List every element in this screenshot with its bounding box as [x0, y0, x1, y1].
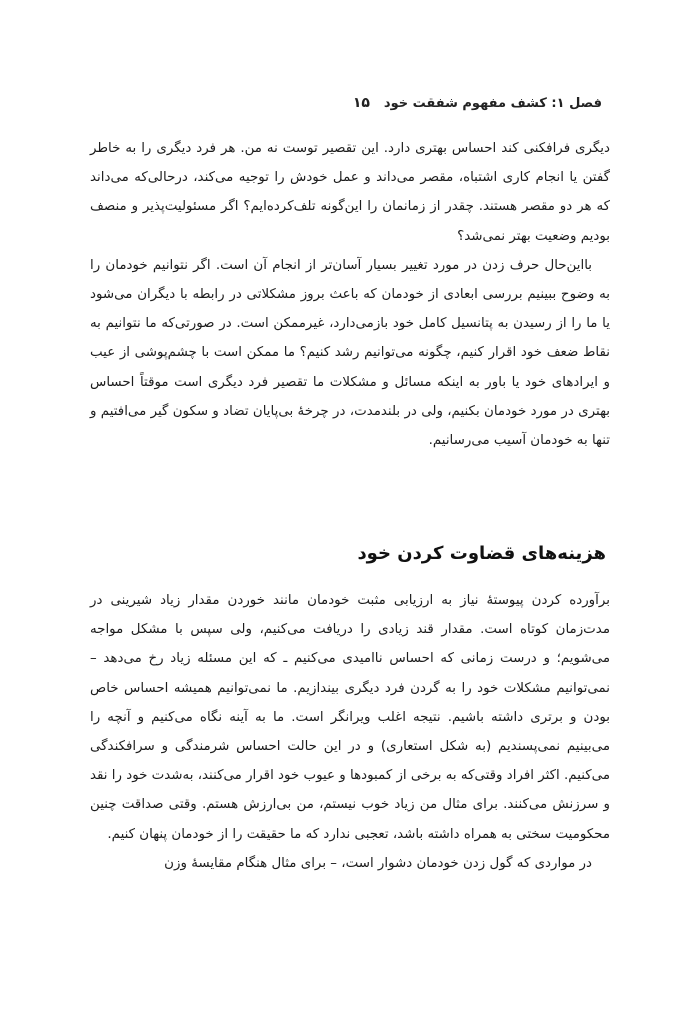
paragraph: دیگری فرافکنی کند احساس بهتری دارد. این تقصیر توست نه من. هر فرد دیگری را به خاطر گفتن یا انجام کاری اشتباه، مقصر می‌داند و عمل خودش را توجیه می‌کند، درحالی‌که می‌داند که هر دو مقصر هستند. چقدر از زمانمان را این‌گونه تلف‌کرده‌ایم؟ اگر مسئولیت‌پذیر و منصف بودیم وضعیت بهتر نمی‌شد؟ [90, 141, 610, 244]
section-heading: هزینه‌های قضاوت کردن خود [357, 542, 606, 564]
running-header [96, 92, 602, 114]
page-number: ۱۵ [352, 95, 370, 111]
chapter-title: فصل ۱: کشف مفهوم شفقت خود [383, 95, 602, 111]
paragraph: در مواردی که گول زدن خودمان دشوار است، – برای مثال هنگام مقایسهٔ وزن [164, 855, 592, 871]
body-text-top [90, 134, 610, 455]
paragraph: بااین‌حال حرف زدن در مورد تغییر بسیار آسان‌تر از انجام آن است. اگر نتوانیم خودمان را به وضوح ببینیم بررسی ابعادی از خودمان که باعث بروز مشکلاتی در رابطه با دیگران می‌شود یا ما را از رسیدن به پتانسیل کامل خود بازمی‌دارد، غیرممکن است. در صورتی‌که ما نتوانیم به نقاط ضعف خود اقرار کنیم، چگونه می‌توانیم رشد کنیم؟ ما ممکن است با چشم‌پوشی از عیب و ایرادهای خود یا باور به اینکه مسائل و مشکلات ما تقصیر فرد دیگری است موقتاً احساس بهتری در مورد خودمان بکنیم، ولی در بلندمدت، در چرخهٔ بی‌پایان تضاد و سکون گیر می‌افتیم و تنها به خودمان آسیب می‌رسانیم. [90, 257, 610, 449]
paragraph: برآورده کردن پیوستهٔ نیاز به ارزیابی مثبت خودمان مانند خوردن مقدار زیاد شیرینی در مدت‌زمان کوتاه است. مقدار قند زیادی را دریافت می‌کنیم، ولی سپس با مشکل مواجه می‌شویم؛ و درست زمانی که احساس ناامیدی می‌کنیم ـ که این مسئله زیاد رخ می‌دهد – نمی‌توانیم مشکلات خود را به گردن فرد دیگری بیندازیم. ما نمی‌توانیم همیشه احساس خاص بودن و برتری داشته باشیم. نتیجه اغلب ویرانگر است. ما به آینه نگاه می‌کنیم و آنچه را می‌بینیم نمی‌پسندیم (به شکل استعاری) و در این حالت احساس شرمندگی و سرافکندگی می‌کنیم. اکثر افراد وقتی‌که به برخی از کمبودها و عیوب خود اقرار می‌کنند، به‌شدت خود را نقد و سرزنش می‌کنند. برای مثال من زیاد خوب نیستم، من بی‌ارزش هستم. وقتی صداقت چنین محکومیت سختی به همراه داشته باشد، تعجبی ندارد که ما حقیقت را از خودمان پنهان کنیم. [90, 593, 610, 842]
body-text-bottom [90, 586, 610, 878]
